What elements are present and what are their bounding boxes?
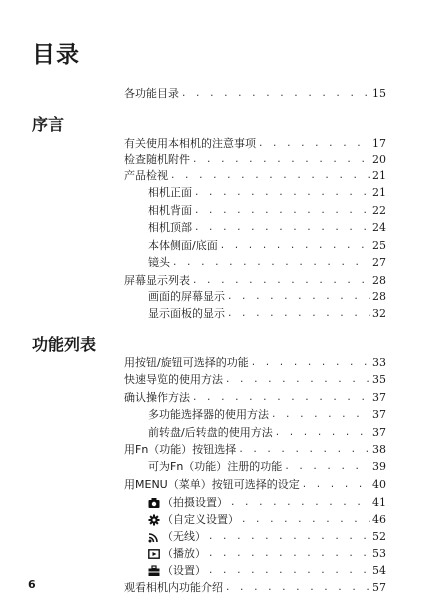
toc-entry[interactable] [124,373,386,387]
toc-entry[interactable] [124,169,386,183]
toc-entry-page: 32 [372,307,386,320]
toc-leader-dots [194,205,370,218]
toc-entry-label: 相机正面 [148,186,192,199]
toc-entry-page: 37 [372,408,386,421]
toc-entry[interactable] [148,221,386,235]
toc-leader-dots [194,222,370,235]
toc-entry-page: 21 [372,186,386,199]
toc-entry-page: 41 [372,496,386,509]
toc-entry-page: 35 [372,373,386,386]
toc-leader-dots [208,565,370,578]
toc-leader-dots [181,88,370,101]
toc-leader-dots [170,170,370,183]
toc-leader-dots [225,374,370,387]
toc-entry-label: 前转盘/后转盘的使用方法 [148,426,273,439]
toc-entry-label: （无线） [162,530,206,543]
toolbox-icon [148,565,160,577]
toc-entry-label: 快速导览的使用方法 [124,373,223,386]
toc-entry[interactable] [124,443,386,457]
toc-leader-dots [208,531,370,544]
toc-leader-dots [227,291,370,304]
toc-entry[interactable] [148,239,386,253]
toc-entry[interactable] [124,87,386,101]
toc-entry-label: 显示面板的显示 [148,307,225,320]
toc-entry-label: 多功能选择器的使用方法 [148,408,269,421]
toc-leader-dots [258,138,370,151]
toc-entry-page: 21 [372,169,386,182]
toc-entry-label: 可为Fn（功能）注册的功能 [148,460,283,473]
toc-leader-dots [220,240,370,253]
page-title: 目录 [32,42,80,68]
toc-leader-dots [208,548,370,561]
toc-entry-page: 57 [372,581,386,594]
toc-entry-page: 33 [372,356,386,369]
toc-leader-dots [192,154,370,167]
toc-entry-page: 40 [372,478,386,491]
toc-leader-dots [241,514,370,527]
toc-entry-page: 15 [372,87,386,100]
toc-entry-page: 39 [372,460,386,473]
toc-leader-dots [225,582,370,595]
toc-entry-label-wrap [148,496,228,510]
toc-entry[interactable] [148,408,386,422]
toc-entry-label: 镜头 [148,256,170,269]
toc-entry-page: 37 [372,426,386,439]
toc-entry-page: 53 [372,547,386,560]
toc-entry[interactable] [148,530,386,544]
toc-entry-label: 各功能目录 [124,87,179,100]
toc-entry-label: 检查随机附件 [124,153,190,166]
toc-leader-dots [230,497,370,510]
toc-entry-label: 用Fn（功能）按钮选择 [124,443,237,456]
gear-icon [148,514,160,526]
toc-entry[interactable] [124,356,386,370]
toc-entry-label: 相机顶部 [148,221,192,234]
toc-leader-dots [194,187,370,200]
toc-entry[interactable] [148,496,386,510]
toc-leader-dots [192,275,370,288]
toc-entry-page: 28 [372,274,386,287]
playback-icon [148,548,160,560]
toc-entry[interactable] [148,256,386,270]
toc-entry-label: （拍摄设置） [162,496,228,509]
toc-entry-label: 产品检视 [124,169,168,182]
toc-entry[interactable] [148,513,386,527]
toc-leader-dots [271,409,370,422]
toc-entry-page: 24 [372,221,386,234]
toc-entry-page: 17 [372,137,386,150]
toc-leader-dots [275,427,370,440]
toc-entry-page: 25 [372,239,386,252]
toc-leader-dots [251,357,370,370]
toc-leader-dots [227,308,370,321]
toc-entry[interactable] [148,204,386,218]
toc-entry-label: 画面的屏幕显示 [148,290,225,303]
toc-leader-dots [238,444,370,457]
section-heading-preface: 序言 [32,115,65,134]
toc-entry[interactable] [148,460,386,474]
toc-entry-label-wrap [148,530,206,544]
toc-entry-label: 屏幕显示列表 [124,274,190,287]
toc-entry-page: 46 [372,513,386,526]
toc-entry[interactable] [148,290,386,304]
toc-leader-dots [192,392,370,405]
toc-entry-label: 用按钮/旋钮可选择的功能 [124,356,249,369]
toc-entry-label: 用MENU（菜单）按钮可选择的设定 [124,478,300,491]
page-number: 6 [28,578,36,591]
toc-entry[interactable] [124,391,386,405]
toc-leader-dots [172,257,370,270]
toc-entry[interactable] [124,478,386,492]
toc-entry-label: （自定义设置） [162,513,239,526]
toc-entry-label: （播放） [162,547,206,560]
toc-entry-label: 观看相机内功能介绍 [124,581,223,594]
toc-entry[interactable] [124,153,386,167]
toc-entry-page: 37 [372,391,386,404]
toc-entry[interactable] [148,307,386,321]
toc-entry-page: 22 [372,204,386,217]
toc-entry[interactable] [148,547,386,561]
toc-entry[interactable] [124,274,386,288]
toc-entry-label-wrap [148,513,239,527]
toc-leader-dots [302,479,370,492]
toc-entry-label: 确认操作方法 [124,391,190,404]
toc-entry-label: （设置） [162,564,206,577]
toc-entry-page: 38 [372,443,386,456]
toc-leader-dots [284,461,370,474]
toc-entry-label-wrap [148,547,206,561]
toc-entry-page: 28 [372,290,386,303]
toc-entry[interactable] [148,186,386,200]
toc-entry[interactable] [124,581,386,595]
toc-entry-label: 有关使用本相机的注意事项 [124,137,256,150]
toc-entry-label: 本体侧面/底面 [148,239,218,252]
toc-entry[interactable] [124,137,386,151]
toc-entry[interactable] [148,426,386,440]
camera-icon [148,497,160,509]
toc-entry-page: 54 [372,564,386,577]
wireless-icon [148,531,160,543]
toc-entry-page: 27 [372,256,386,269]
toc-entry[interactable] [148,564,386,578]
toc-entry-page: 52 [372,530,386,543]
toc-entry-page: 20 [372,153,386,166]
section-heading-function-list: 功能列表 [32,335,97,354]
toc-entry-label: 相机背面 [148,204,192,217]
toc-entry-label-wrap [148,564,206,578]
